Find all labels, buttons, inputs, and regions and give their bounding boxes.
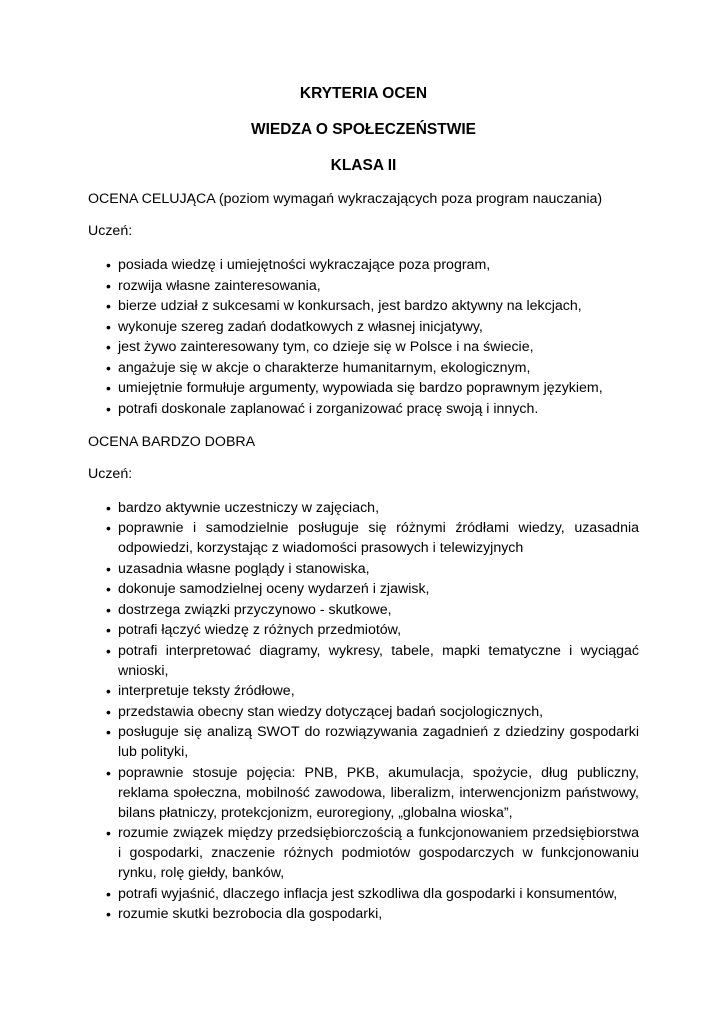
list-item-text: wykonuje szereg zadań dodatkowych z własnej inicjatywy, (118, 318, 483, 335)
bullet-icon (106, 681, 116, 701)
section-heading-celujaca: OCENA CELUJĄCA (poziom wymagań wykraczających poza program nauczania) (88, 191, 603, 207)
list-item (88, 296, 639, 316)
bullet-icon (106, 317, 116, 337)
bullet-icon (106, 276, 116, 296)
list-item (88, 702, 639, 722)
list-item (88, 641, 639, 681)
list-item-text: potrafi interpretować diagramy, wykresy, tabele, mapki tematyczne i wyciągać wnioski, (118, 642, 639, 679)
list-item-text: przedstawia obecny stan wiedzy dotyczącej badań socjologicznych, (118, 703, 544, 720)
list-item-text: poprawnie i samodzielnie posługuje się różnymi źródłami wiedzy, uzasadnia odpowiedzi, korzystając z wiadomości prasowych i telewizyjnych (118, 520, 639, 556)
criteria-list-bardzo-dobra (88, 498, 639, 925)
list-item (88, 378, 639, 398)
list-item-text: bierze udział z sukcesami w konkursach, jest bardzo aktywny na lekcjach, (118, 298, 582, 314)
list-item (88, 600, 639, 620)
list-item (88, 518, 639, 558)
list-item (88, 681, 639, 701)
list-item-text: poprawnie stosuje pojęcia: PNB, PKB, akumulacja, spożycie, dług publiczny, reklama społeczna, mobilność zawodowa, liberalizm, interwencjonizm państwowy, bilans płatniczy, protekcjonizm, euroregiony, „globalna wioska”, (118, 764, 639, 821)
list-item-text: rozwija własne zainteresowania, (118, 277, 321, 294)
bullet-icon (106, 518, 116, 538)
list-item (88, 722, 639, 762)
bullet-icon (106, 823, 116, 843)
list-item (88, 579, 639, 599)
bullet-icon (106, 337, 116, 357)
list-item-text: potrafi wyjaśnić, dlaczego inflacja jest szkodliwa dla gospodarki i konsumentów, (118, 885, 618, 902)
list-item (88, 358, 639, 378)
list-item-text: dokonuje samodzielnej oceny wydarzeń i zjawisk, (118, 581, 430, 597)
list-item-text: potrafi doskonale zaplanować i zorganizować pracę swoją i innych. (118, 400, 539, 417)
bullet-icon (106, 559, 116, 579)
list-item (88, 276, 639, 296)
list-item-text: rozumie skutki bezrobocia dla gospodarki, (118, 906, 383, 922)
list-item (88, 255, 639, 275)
criteria-list-celujaca (88, 255, 639, 419)
list-item (88, 904, 639, 924)
bullet-icon (106, 763, 116, 783)
bullet-icon (106, 358, 116, 378)
bullet-icon (106, 296, 116, 316)
list-item (88, 337, 639, 357)
bullet-icon (106, 620, 116, 640)
list-item-text: interpretuje teksty źródłowe, (118, 683, 295, 699)
list-item (88, 823, 639, 883)
list-item (88, 559, 639, 579)
section-heading-bardzo-dobra: OCENA BARDZO DOBRA (88, 433, 256, 450)
list-item (88, 399, 639, 419)
bullet-icon (106, 399, 116, 419)
bullet-icon (106, 498, 116, 518)
list-item-text: angażuje się w akcje o charakterze humanitarnym, ekologicznym, (118, 359, 531, 376)
list-item-text: bardzo aktywnie uczestniczy w zajęciach, (118, 499, 380, 516)
bullet-icon (106, 722, 116, 742)
list-item-text: rozumie związek między przedsiębiorczością a funkcjonowaniem przedsiębiorstwa i gospodarki, znaczenie różnych podmiotów gospodarczych w funkcjonowaniu rynku, rolę giełdy, banków, (118, 825, 639, 881)
list-item-text: uzasadnia własne poglądy i stanowiska, (118, 560, 370, 577)
bullet-icon (106, 884, 116, 904)
list-item (88, 763, 639, 823)
subject-title: WIEDZA O SPOŁECZEŃSTWIE (250, 121, 477, 138)
bullet-icon (106, 378, 116, 398)
bullet-icon (106, 904, 116, 924)
bullet-icon (106, 600, 116, 620)
list-item (88, 498, 639, 518)
list-item-text: dostrzega związki przyczynowo - skutkowe, (118, 601, 392, 618)
class-title: KLASA II (330, 157, 397, 174)
bullet-icon (106, 255, 116, 275)
bullet-icon (106, 702, 116, 722)
bullet-icon (106, 579, 116, 599)
student-label-celujaca: Uczeń: (88, 223, 133, 239)
list-item (88, 884, 639, 904)
list-item (88, 317, 639, 337)
list-item-text: jest żywo zainteresowany tym, co dzieje się w Polsce i na świecie, (118, 339, 534, 355)
student-label-bardzo-dobra: Uczeń: (88, 465, 133, 482)
list-item-text: umiejętnie formułuje argumenty, wypowiada się bardzo poprawnym językiem, (118, 380, 603, 396)
list-item-text: posiada wiedzę i umiejętności wykraczające poza program, (118, 257, 491, 273)
bullet-icon (106, 641, 116, 661)
list-item-text: potrafi łączyć wiedzę z różnych przedmiotów, (118, 622, 402, 638)
list-item (88, 620, 639, 640)
list-item-text: posługuje się analizą SWOT do rozwiązywania zagadnień z dziedziny gospodarki lub polityki, (118, 724, 639, 760)
document-title: KRYTERIA OCEN (299, 85, 428, 102)
